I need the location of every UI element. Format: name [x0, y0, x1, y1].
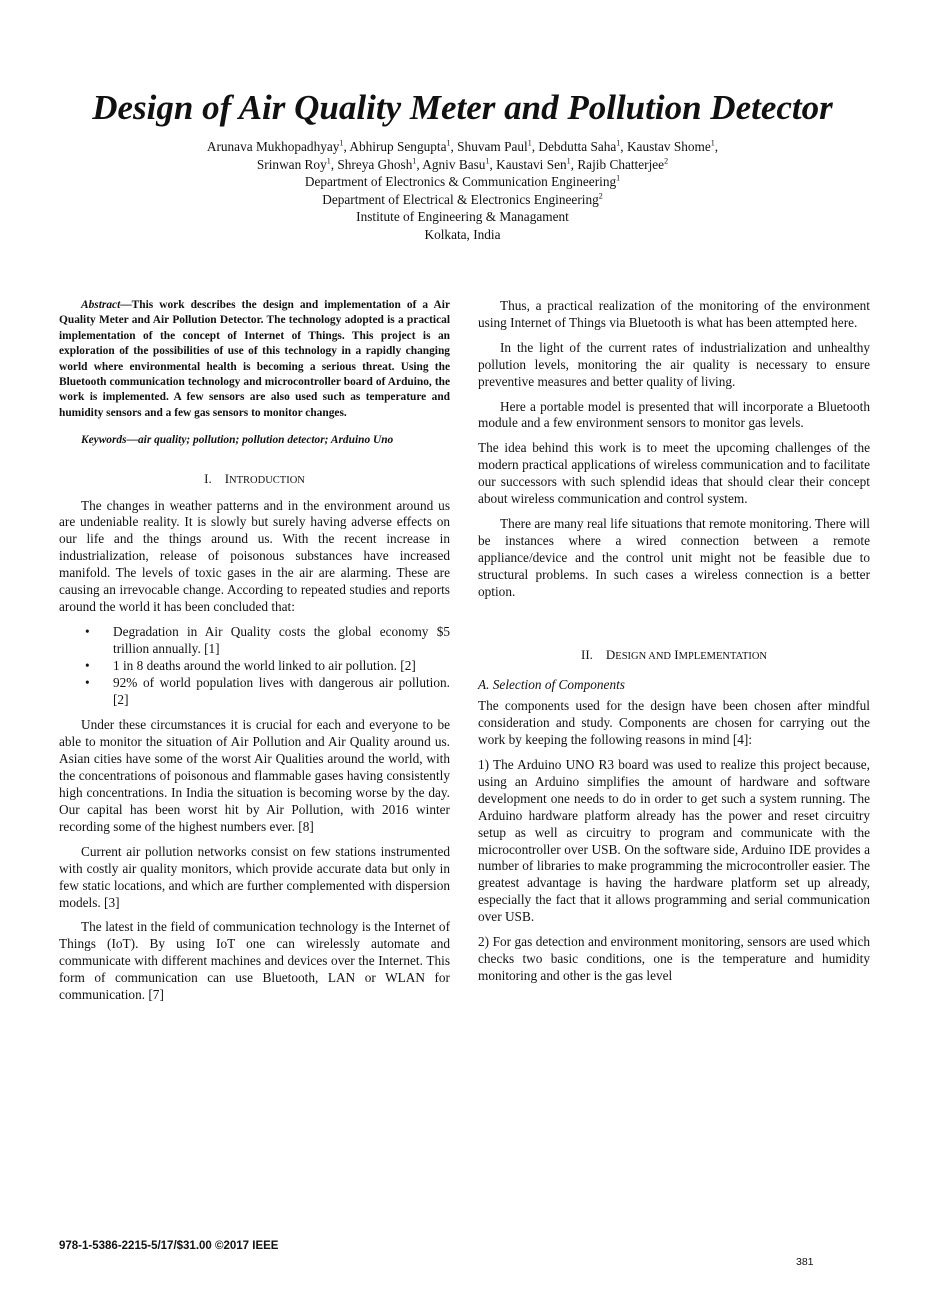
paragraph: The components used for the design have been chosen after mindful consideration and study. Components are chosen for carrying out the work by keeping the following reasons in mind [4]:: [478, 698, 870, 748]
section-heading-design: [478, 647, 870, 666]
author-name: Arunava Mukhopadhyay: [206, 139, 340, 154]
paragraph: The changes in weather patterns and in the environment around us are undeniable reality. It is slowly but surely having adverse effects on our life and the things around us. With the recent increase in industrialization, release of poisonous substances have increased manifold. The levels of toxic gases in the air are alarming. These are causing an irrevocable change. According to repeated studies and reports around the world it has been concluded that:: [59, 497, 450, 614]
author-line-1: [0, 138, 925, 156]
affiliation-mark: 1: [339, 138, 344, 148]
keywords: [59, 433, 450, 448]
separator: ,: [531, 139, 539, 154]
location: Kolkata, India: [424, 226, 501, 242]
paragraph: In the light of the current rates of industrialization and unhealthy pollution levels, monitoring the air quality is necessary to ensure preventive measures and better quality of living.: [478, 339, 870, 389]
abstract-text: This work describes the design and implementation of a Air Quality Meter and Air Pollution Detector. The technology adopted is a practical implementation of the concept of Internet of Things. This project is an exploration of the possibilities of use of this technology in a rapidly changing world where environmental health is becoming a serious threat. Using the Bluetooth communication technology and microcontroller board of Arduino, the work is implemented. A few sensors are also used such as temperature and humidity sensors and a few gas sensors to monitor changes.: [59, 299, 450, 419]
abstract-dash: —: [120, 299, 132, 311]
subsection-heading: A. Selection of Components: [478, 677, 625, 693]
separator: ,: [620, 139, 627, 154]
institute: Institute of Engineering & Managament: [356, 209, 569, 225]
separator: ,: [416, 156, 423, 172]
author-block: [0, 138, 925, 244]
paper-title: Design of Air Quality Meter and Pollution Detector: [92, 88, 833, 127]
paragraph: The idea behind this work is to meet the upcoming challenges of the modern practical applications of wireless communication and to facilitate our successors with such splendid ideas that should clear their concept about wireless communication and control system.: [478, 440, 870, 507]
heading-rest: NTRODUCTION: [229, 474, 305, 486]
separator: ,: [570, 156, 578, 172]
affiliation-mark: 2: [664, 156, 669, 166]
author-name: Debdutta Saha: [538, 139, 617, 154]
isbn-footer: 978-1-5386-2215-5/17/$31.00 ©2017 IEEE: [59, 1240, 279, 1252]
paragraph: Under these circumstances it is crucial for each and everyone to be able to monitor the situation of Air Pollution and Air Quality around us. Asian cities have some of the worst Air Qualities around the world, with the concentrations of poisonous and flammable gases having consistently high concentrations. In India the situation is becoming worse by the day. Our capital has been worst hit by Air Pollution, with 2016 winter recording some of the highest numbers ever. [8]: [59, 717, 450, 834]
paragraph: There are many real life situations that remote monitoring. There will be instances where a wired connection between a remote appliance/device and the control unit might not be feasible due to structural problems. In such cases a wireless connection is a better option.: [478, 515, 870, 599]
author-name: Shuvam Paul: [457, 139, 528, 154]
paragraph: Current air pollution networks consist on few stations instrumented with costly air quality monitors, which provide accurate data but only in few static locations, and which are further complemented with dispersion models. [3]: [59, 843, 450, 910]
paragraph: Here a portable model is presented that will incorporate a Bluetooth module and a few environment sensors to monitor gas levels.: [478, 398, 870, 431]
right-column: [478, 298, 870, 993]
separator: ,: [489, 156, 497, 172]
paragraph: 1) The Arduino UNO R3 board was used to realize this project because, using an Arduino simplifies the amount of hardware and software development one needs to do in order to get such a system running. The Arduino hardware platform already has the power and reset circuitry setup as well as circuitry to program and communicate with the microcontroller over USB. On the software side, Arduino IDE provides a number of libraries to make programming the microcontroller easier. The greatest advantage is having the hardware platform set up already, especially the fact that it allows programming and serial communication over USB.: [478, 757, 870, 925]
separator: ,: [450, 139, 458, 154]
separator: ,: [330, 156, 338, 172]
section-numeral: II.: [580, 646, 593, 662]
keywords-dash: —: [126, 434, 138, 447]
heading-initial: I: [674, 646, 679, 662]
author-name: Kaustav Shome: [626, 139, 711, 154]
affiliation-mark: 1: [446, 138, 451, 148]
author-name: Kaustavi Sen: [496, 156, 567, 172]
affiliation-mark: 1: [527, 138, 532, 148]
heading-initial: D: [605, 646, 616, 662]
author-name: Rajib Chatterjee: [577, 156, 665, 172]
page-number: 381: [796, 1256, 814, 1268]
paragraph: 2) For gas detection and environment monitoring, sensors are used which checks two basic conditions, one is the temperature and humidity monitoring and other is the gas level: [478, 934, 870, 983]
affiliation-mark: 2: [598, 191, 603, 201]
keywords-label: Keywords: [81, 434, 127, 447]
heading-rest: MPLEMENTATION: [678, 650, 768, 662]
abstract: [59, 298, 450, 421]
separator: ,: [714, 139, 719, 154]
affiliation-mark: 1: [616, 138, 621, 148]
department-name: Department of Electronics & Communication Engineering: [304, 174, 617, 190]
department-2: [0, 191, 925, 209]
section-heading-introduction: [59, 471, 450, 490]
department-name: Department of Electrical & Electronics Engineering: [322, 191, 599, 207]
author-name: Srinwan Roy: [256, 156, 327, 172]
left-column: [59, 298, 450, 1012]
affiliation-mark: 1: [566, 156, 571, 166]
affiliation-mark: 1: [485, 156, 490, 166]
separator: ,: [343, 139, 350, 154]
bullet-list: [59, 624, 450, 709]
section-numeral: I.: [204, 470, 212, 486]
author-name: Shreya Ghosh: [337, 156, 413, 172]
list-item: • Degradation in Air Quality costs the global economy $5 trillion annually. [1]: [59, 624, 450, 658]
list-item: • 92% of world population lives with dangerous air pollution. [2]: [59, 675, 450, 709]
list-item: • 1 in 8 deaths around the world linked to air pollution. [2]: [59, 658, 450, 675]
affiliation-mark: 1: [326, 156, 331, 166]
paragraph: The latest in the field of communication technology is the Internet of Things (IoT). By using IoT one can wirelessly automate and communicate with different machines and devices over the Internet. This form of communication can use Bluetooth, LAN or WLAN for communication. [7]: [59, 919, 450, 1003]
affiliation-mark: 1: [616, 173, 621, 183]
heading-rest: ESIGN AND: [615, 650, 672, 662]
author-name: Agniv Basu: [422, 156, 486, 172]
author-line-2: [0, 156, 925, 174]
author-name: Abhirup Sengupta: [349, 139, 447, 154]
department-1: [0, 173, 925, 191]
abstract-label: Abstract: [81, 299, 121, 311]
affiliation-mark: 1: [710, 138, 715, 148]
affiliation-mark: 1: [412, 156, 417, 166]
keywords-text: air quality; pollution; pollution detector; Arduino Uno: [137, 434, 394, 447]
heading-initial: I: [224, 470, 230, 486]
paragraph: Thus, a practical realization of the monitoring of the environment using Internet of Things via Bluetooth is what has been attempted here.: [478, 298, 870, 330]
